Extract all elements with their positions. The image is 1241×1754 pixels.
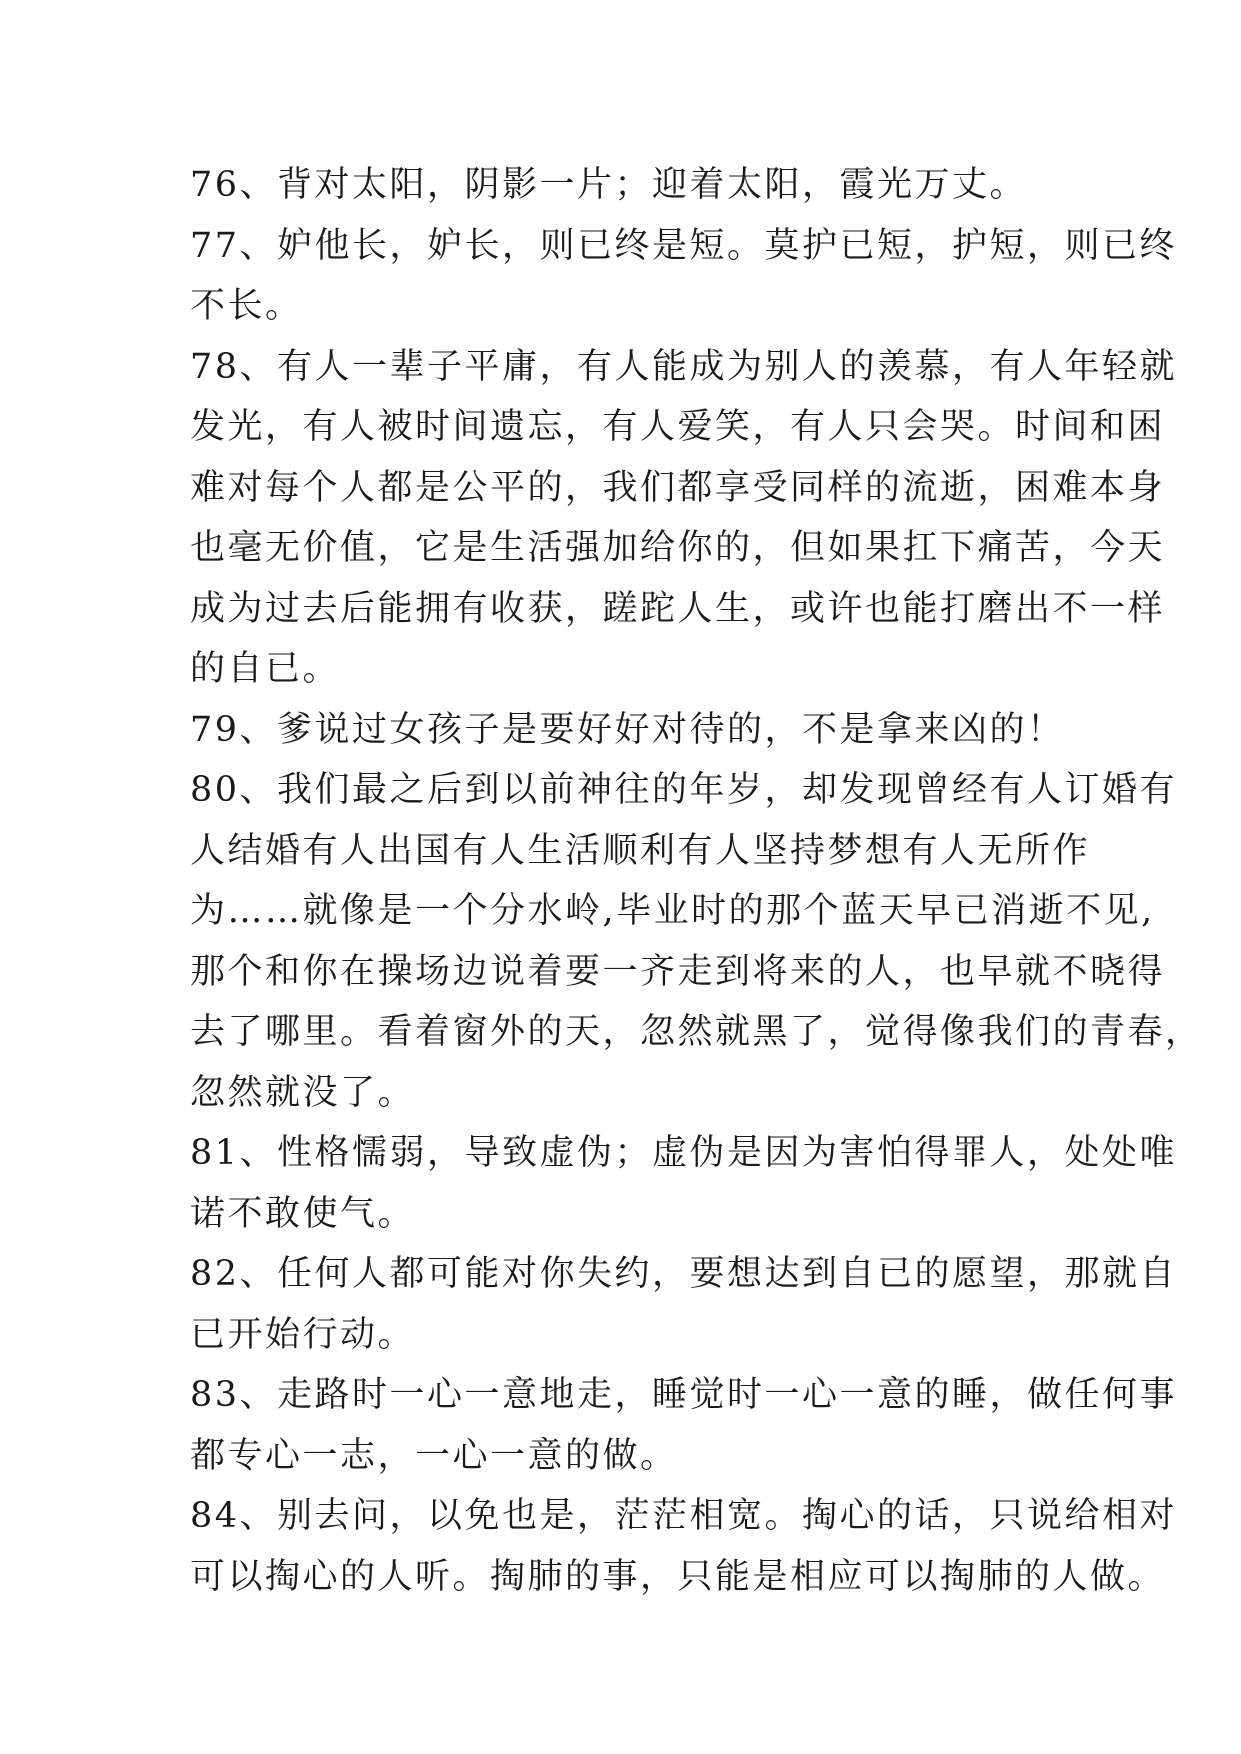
text-line: 的自已。 [190,649,341,689]
text-line: 不长。 [190,286,303,326]
text-line: 为……就像是一个分水岭,毕业时的那个蓝天早已消逝不见, [190,891,1155,931]
text-line: 76、背对太阳，阴影一片；迎着太阳，霞光万丈。 [190,165,1028,205]
text-line: 84、别去问，以免也是，茫茫相宽。掏心的话，只说给相对 [190,1496,1178,1536]
text-line: 都专心一志，一心一意的做。 [190,1435,678,1476]
text-line: 发光，有人被时间遗忘，有人爱笑，有人只会哭。时间和困 [190,407,1166,447]
text-line: 成为过去后能拥有收获，蹉跎人生，或许也能打磨出不一样 [190,588,1166,629]
text-line: 忽然就没了。 [190,1072,416,1113]
text-line: 80、我们最之后到以前神往的年岁，却发现曾经有人订婚有 [190,770,1178,810]
text-line: 82、任何人都可能对你失约，要想达到自已的愿望，那就自 [190,1254,1178,1294]
text-line: 那个和你在操场边说着要一齐走到将来的人，也早就不晓得 [190,951,1166,992]
text-line: 83、走路时一心一意地走，睡觉时一心一意的睡，做任何事 [190,1375,1178,1415]
text-line: 81、性格懦弱，导致虚伪；虚伪是因为害怕得罪人，处处唯 [190,1133,1178,1173]
text-line: 去了哪里。看着窗外的天，忽然就黑了，觉得像我们的青春， [190,1012,1203,1052]
text-line: 已开始行动。 [190,1314,416,1355]
text-line: 诺不敢使气。 [190,1193,416,1234]
text-line: 79、爹说过女孩子是要好好对待的，不是拿来凶的！ [190,709,1065,750]
text-line: 77、妒他长，妒长，则已终是短。莫护已短，护短，则已终 [190,225,1178,266]
text-line: 难对每个人都是公平的，我们都享受同样的流逝，困难本身 [190,467,1166,508]
text-line: 78、有人一辈子平庸，有人能成为别人的羡慕，有人年轻就 [190,346,1178,387]
text-line: 可以掏心的人听。掏肺的事，只能是相应可以掏肺的人做。 [190,1556,1166,1597]
text-line: 也毫无价值，它是生活强加给你的，但如果扛下痛苦，今天 [190,528,1166,568]
text-line: 人结婚有人出国有人生活顺利有人坚持梦想有人无所作 [190,830,1091,871]
document-body [190,155,1203,1607]
